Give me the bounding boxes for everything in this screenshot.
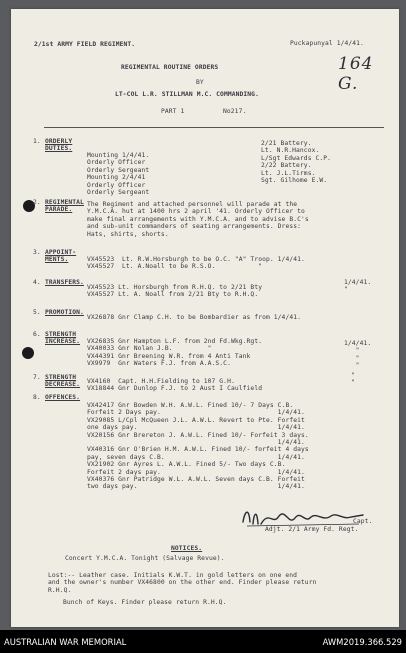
section-number: 3. (33, 249, 41, 256)
section-body: VX45523 Lt. R.W.Horsburgh to be O.C. "A" Troop. 1/4/41. VX45527 Lt. A.Noall to be R.S.O. " (87, 256, 305, 271)
footer-source: AUSTRALIAN WAR MEMORIAL (4, 637, 127, 647)
section-body: VX45523 Lt. Horsburgh from R.H.Q. to 2/21 Bty VX45527 Lt. A. Noall from 2/21 Bty to R.H.Q. (87, 284, 263, 299)
section-number: 2. (33, 199, 41, 206)
footer-bar (0, 630, 406, 653)
section-body: VX42417 Gnr Bowden W.H. A.W.L. Fined 10/- 7 Days C.B. Forfeit 2 Days pay. 1/4/41. VX29085 L/Cpl McQueen J.L. A.W.L. Revert to Pte. Forfeit one days pay. 1/4/41. VX20156 Gnr Brereton J. A.W.L. Fined 10/- Forfeit 3 days. 1/4/41. VX40316 Gnr O'Brien H.M. A.W.L. Fined 10/- forfeit 4 days pay, seven days C.B. 1/4/41. VX21902 Gnr Ayres L. A.W.L. Fined 5/- Two days C.B. Forfeit 2 days pay. 1/4/41. VX40376 Gnr Patridge W.L. A.W.L. Seven days C.B. Forfeit two days pay. 1/4/41. (87, 402, 309, 491)
document-page (11, 9, 399, 627)
part-label: PART 1 (161, 108, 185, 115)
section-label: OFFENCES. (45, 394, 81, 401)
header-rule (44, 127, 384, 128)
section-label: STRENGTH DECREASE. (45, 374, 81, 389)
section-side-column: " " (351, 372, 355, 387)
section-label: STRENGTH INCREASE. (45, 331, 81, 346)
section-number: 5. (33, 309, 41, 316)
place-date: Puckapunyal 1/4/41. (290, 40, 364, 47)
signature-rank: Capt. (353, 518, 373, 525)
section-label: PROMOTION. (45, 309, 84, 316)
section-side-column: 1/4/41. " (344, 279, 372, 294)
section-side-column: 1/4/41. " " " (344, 340, 372, 370)
adjutant-line: Adjt. 2/1 Army Fd. Regt. (265, 526, 359, 533)
section-number: 4. (33, 279, 41, 286)
notice-item: Bunch of Keys. Finder please return R.H.Q. (63, 599, 227, 606)
section-body: VX4160 Capt. H.H.Fielding to 107 G.H. VX18844 Gnr Dunlop F.J. to 2 Aust I Caulfield (87, 378, 263, 393)
commander-line: LT-COL L.R. STILLMAN M.C. COMMANDING. (115, 91, 259, 98)
section-label: REGIMENTAL PARADE. (45, 199, 84, 214)
unit-heading: 2/1st ARMY FIELD REGIMENT. (34, 41, 136, 48)
notice-item: Concert Y.M.C.A. Tonight (Salvage Revue). (65, 555, 225, 562)
section-number: 7. (33, 374, 41, 381)
notices-title: NOTICES. (171, 545, 203, 552)
section-label: APPOINT- MENTS. (45, 249, 77, 264)
section-body: Mounting 1/4/41. Orderly Officer Orderly Sergeant Mounting 2/4/41 Orderly Officer Orderly Sergeant (87, 152, 150, 197)
section-label: ORDERLY DUTIES. (45, 138, 73, 153)
section-number: 6. (33, 331, 41, 338)
section-body: VX26835 Gnr Hampton L.F. from 2nd Fd.Wkg.Rgt. VX40033 Gnr Nolan J.B. " VX44391 Gnr Breening W.R. from 4 Anti Tank VX9979 Gnr Waters F.J. from A.A.S.C. (87, 338, 263, 368)
footer-accession-number: AWM2019.366.529 (322, 637, 402, 647)
section-body: The Regiment and attached personnel will parade at the Y.M.C.A. hut at 1400 hrs 2 april '41. Orderly Officer to make final arrangements with Y.M.C.A. and to advise B.C's and sub-unit commanders of seating arrangements. Dress: Hats, shirts, shorts. (87, 201, 309, 238)
section-body: VX26878 Gnr Clamp C.H. to be Bombardier as from 1/4/41. (87, 314, 302, 321)
order-number: No217. (223, 108, 247, 115)
section-number: 1. (33, 138, 41, 145)
section-number: 8. (33, 394, 41, 401)
handwritten-reference: 164 G. (338, 54, 374, 94)
notice-item: Lost:-- Leather case. Initials K.W.T. in gold letters on one end and the owner's number VX46800 on the other end. Finder please return R.H.Q. (48, 572, 317, 594)
orders-by: BY (196, 79, 204, 86)
punch-hole-bottom (22, 347, 34, 359)
section-label: TRANSFERS. (45, 279, 84, 286)
section-side-column: 2/21 Battery. Lt. N.R.Hancox. L/Sgt Edwards C.P. 2/22 Battery. Lt. J.L.Tirms. Sgt. Gilhome E.W. (261, 140, 332, 185)
orders-title: REGIMENTAL ROUTINE ORDERS (121, 64, 219, 71)
